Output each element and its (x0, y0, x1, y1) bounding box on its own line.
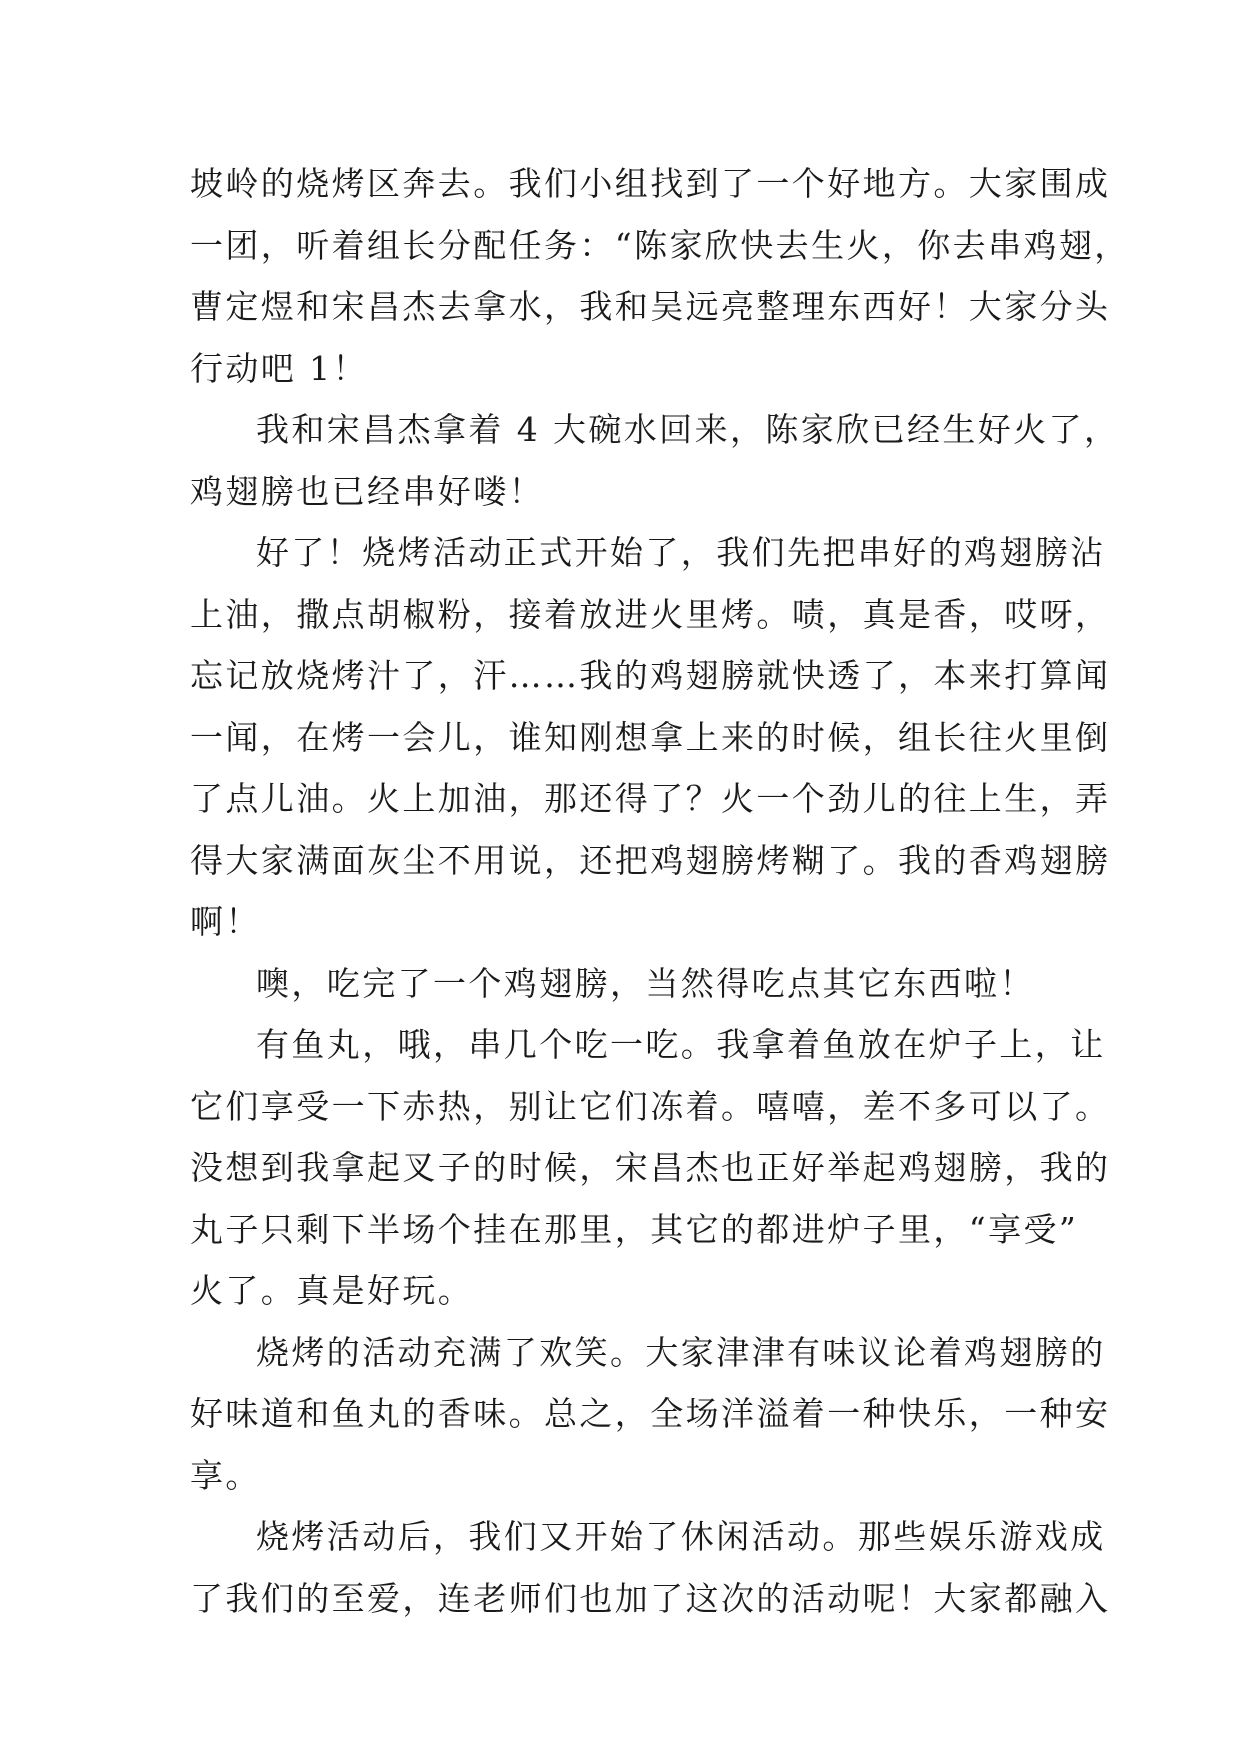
text-line: 得大家满面灰尘不用说，还把鸡翅膀烤糊了。我的香鸡翅膀 (190, 840, 1111, 880)
text-line: 了点儿油。火上加油，那还得了？火一个劲儿的往上生，弄 (190, 779, 1111, 818)
text-line: 曹定煜和宋昌杰去拿水，我和吴远亮整理东西好！大家分头 (190, 287, 1111, 326)
paragraph-first-line: 好了！烧烤活动正式开始了，我们先把串好的鸡翅膀沾 (256, 533, 1106, 572)
paragraph-first-line: 有鱼丸，哦，串几个吃一吃。我拿着鱼放在炉子上，让 (256, 1025, 1106, 1064)
text-line: 坡岭的烧烤区奔去。我们小组找到了一个好地方。大家围成 (190, 164, 1111, 203)
text-line: 行动吧 1！ (190, 348, 368, 388)
paragraph-first-line: 烧烤活动后，我们又开始了休闲活动。那些娱乐游戏成 (256, 1517, 1106, 1556)
text-line: 一团，听着组长分配任务：“陈家欣快去生火，你去串鸡翅， (190, 225, 1130, 265)
text-line: 上油，撒点胡椒粉，接着放进火里烤。啧，真是香，哎呀， (190, 594, 1111, 634)
paragraph-first-line: 烧烤的活动充满了欢笑。大家津津有味议论着鸡翅膀的 (256, 1332, 1106, 1372)
text-line: 一闻，在烤一会儿，谁知刚想拿上来的时候，组长往火里倒 (190, 717, 1111, 757)
text-line: 丸子只剩下半场个挂在那里，其它的都进炉子里，“享受” (190, 1209, 1079, 1249)
paragraph-first-line: 噢，吃完了一个鸡翅膀，当然得吃点其它东西啦！ (256, 963, 1035, 1003)
text-line: 火了。真是好玩。 (190, 1271, 474, 1310)
text-line: 鸡翅膀也已经串好喽！ (190, 471, 544, 511)
text-line: 忘记放烧烤汁了，汗……我的鸡翅膀就快透了，本来打算闻 (190, 656, 1111, 695)
paragraph-first-line: 我和宋昌杰拿着 4 大碗水回来，陈家欣已经生好火了， (256, 410, 1120, 449)
text-line: 享。 (190, 1455, 261, 1495)
text-line: 啊！ (190, 902, 261, 941)
text-line: 好味道和鱼丸的香味。总之，全场洋溢着一种快乐，一种安 (190, 1394, 1111, 1433)
text-line: 它们享受一下赤热，别让它们冻着。嘻嘻，差不多可以了。 (190, 1086, 1111, 1126)
text-line: 没想到我拿起叉子的时候，宋昌杰也正好举起鸡翅膀，我的 (190, 1148, 1111, 1187)
text-line: 了我们的至爱，连老师们也加了这次的活动呢！大家都融入 (190, 1578, 1111, 1618)
article-body (190, 153, 1130, 1629)
